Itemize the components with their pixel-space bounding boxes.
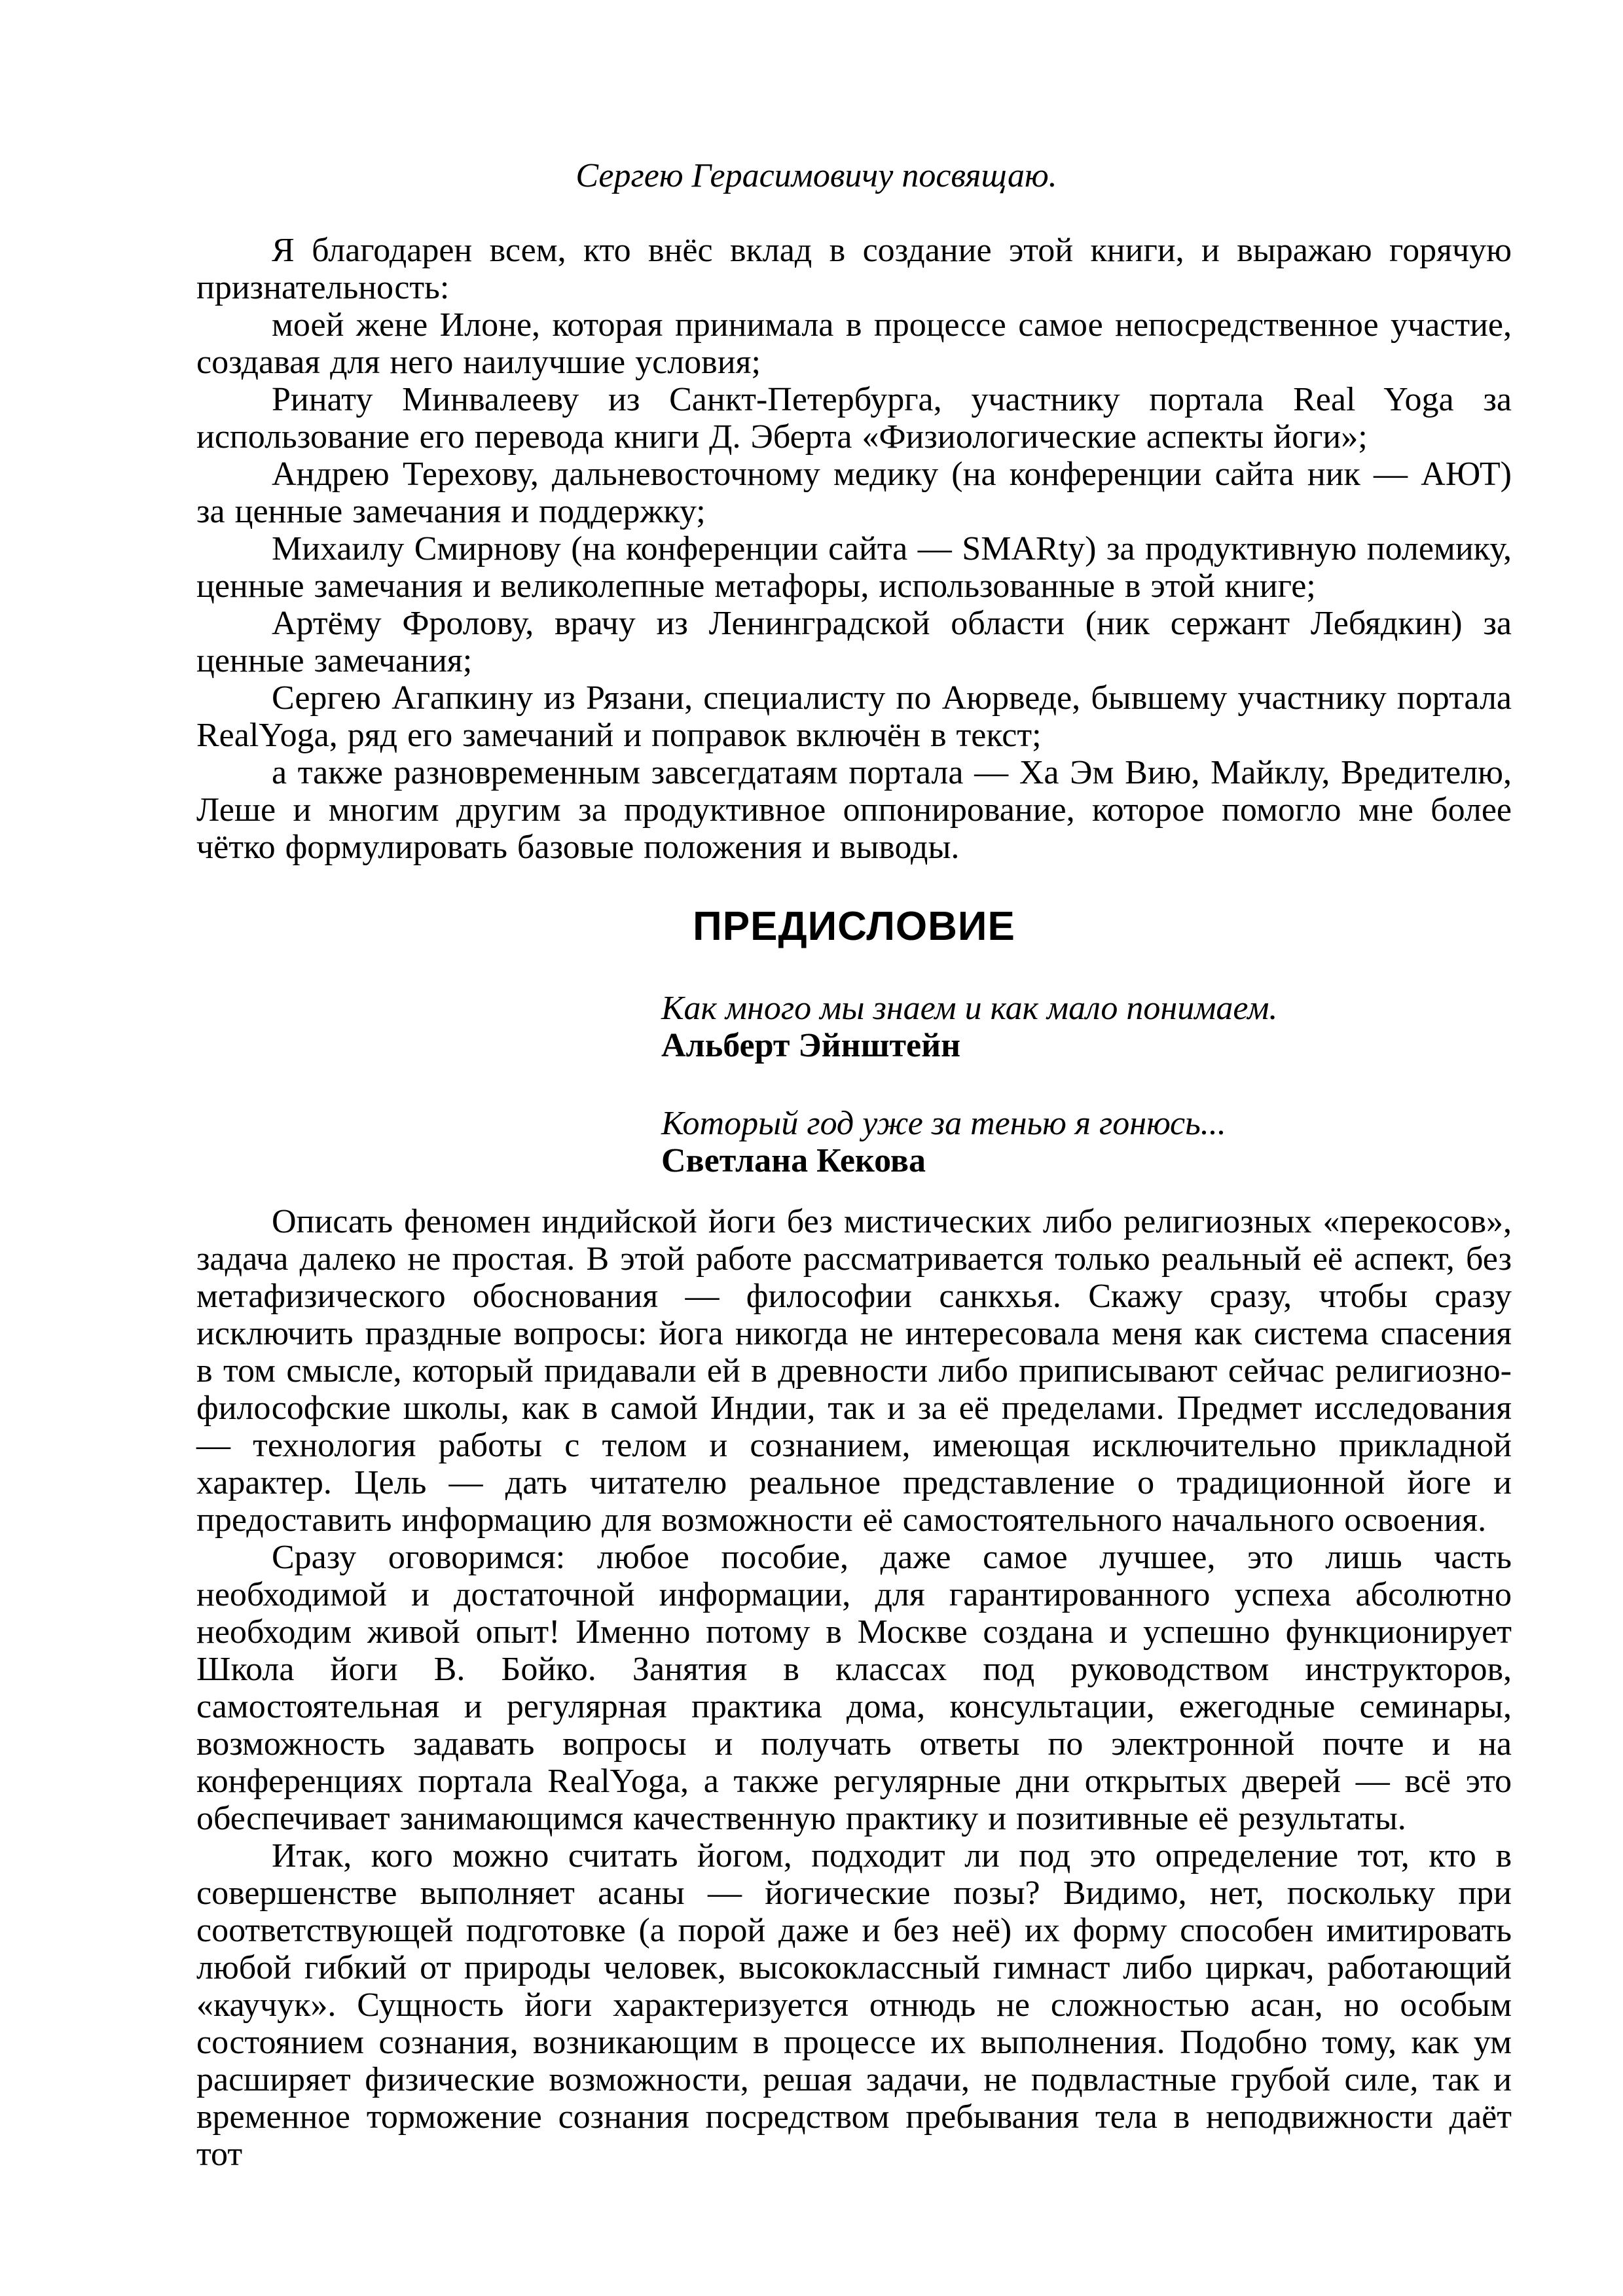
epigraph-quote: Который год уже за тенью я гонюсь... — [661, 1105, 1226, 1142]
acknowledgement-paragraph: Я благодарен всем, кто внёс вклад в создание этой книги, и выражаю горячую признательность: — [196, 232, 1512, 306]
epigraph-quote: Как много мы знаем и как мало понимаем. — [661, 990, 1278, 1027]
acknowledgement-paragraph: Артёму Фролову, врачу из Ленинградской области (ник сержант Лебядкин) за ценные замечания; — [196, 605, 1512, 679]
acknowledgement-paragraph: а также разновременным завсегдатаям портала — Ха Эм Вию, Майклу, Вредителю, Леше и многим другим за продуктивное оппонирование, которое помогло мне более чётко формулировать базовые положения и выводы. — [196, 754, 1512, 866]
body-paragraph: Описать феномен индийской йоги без мистических либо религиозных «перекосов», задача далеко не простая. В этой работе рассматривается только реальный её аспект, без метафизического обоснования — философии санкхья. Скажу сразу, чтобы сразу исключить праздные вопросы: йога никогда не интересовала меня как система спасения в том смысле, который придавали ей в древности либо приписывают сейчас религиозно-философские школы, как в самой Индии, так и за её пределами. Предмет исследования — технология работы с телом и сознанием, имеющая исключительно прикладной характер. Цель — дать читателю реальное представление о традиционной йоге и предоставить информацию для возможности её самостоятельного начального освоения. — [196, 1203, 1512, 1539]
body-paragraph: Итак, кого можно считать йогом, подходит ли под это определение тот, кто в совершенстве выполняет асаны — йогические позы? Видимо, нет, поскольку при соответствующей подготовке (а порой даже и без неё) их форму способен имитировать любой гибкий от природы человек, высококлассный гимнаст либо циркач, работающий «каучук». Сущность йоги характеризуется отнюдь не сложностью асан, но особым состоянием сознания, возникающим в процессе их выполнения. Подобно тому, как ум расширяет физические возможности, решая задачи, не подвластные грубой силе, так и временное торможение сознания посредством пребывания тела в неподвижности даёт тот — [196, 1837, 1512, 2173]
dedication-line: Сергею Герасимовичу посвящаю. — [575, 157, 1057, 194]
epigraph — [661, 990, 1512, 1064]
epigraph-author: Альберт Эйнштейн — [661, 1027, 961, 1064]
acknowledgement-paragraph: моей жене Илоне, которая принимала в процессе самое непосредственное участие, создавая для него наилучшие условия; — [196, 306, 1512, 381]
acknowledgement-paragraph: Михаилу Смирнову (на конференции сайта — SMARty) за продуктивную полемику, ценные замечания и великолепные метафоры, использованные в этой книге; — [196, 530, 1512, 605]
epigraph-author: Светлана Кекова — [661, 1142, 926, 1179]
preface-heading: ПРЕДИСЛОВИЕ — [693, 904, 1015, 949]
acknowledgement-paragraph: Ринату Минвалееву из Санкт-Петербурга, участнику портала Real Yoga за использование его перевода книги Д. Эберта «Физиологические аспекты йоги»; — [196, 381, 1512, 456]
acknowledgement-paragraph: Андрею Терехову, дальневосточному медику (на конференции сайта ник — АЮТ) за ценные замечания и поддержку; — [196, 456, 1512, 530]
preface-body — [196, 1203, 1512, 2173]
acknowledgement-paragraph: Сергею Агапкину из Рязани, специалисту по Аюрведе, бывшему участнику портала RealYoga, ряд его замечаний и поправок включён в текст; — [196, 679, 1512, 754]
body-paragraph: Сразу оговоримся: любое пособие, даже самое лучшее, это лишь часть необходимой и достаточной информации, для гарантированного успеха абсолютно необходим живой опыт! Именно потому в Москве создана и успешно функционирует Школа йоги В. Бойко. Занятия в классах под руководством инструкторов, самостоятельная и регулярная практика дома, консультации, ежегодные семинары, возможность задавать вопросы и получать ответы по электронной почте и на конференциях портала RealYoga, а также регулярные дни открытых дверей — всё это обеспечивает занимающимся качественную практику и позитивные её результаты. — [196, 1539, 1512, 1837]
acknowledgements-section — [196, 232, 1512, 866]
epigraph — [661, 1105, 1512, 1179]
